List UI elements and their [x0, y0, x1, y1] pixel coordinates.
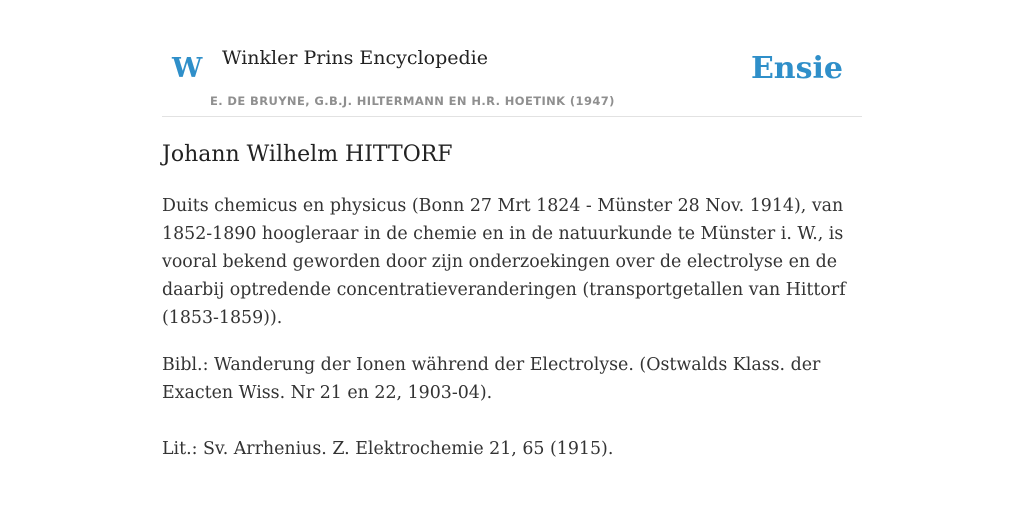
entry-title: Johann Wilhelm HITTORF — [162, 142, 453, 167]
ensie-logo-link[interactable]: Ensie — [750, 51, 843, 86]
source-title[interactable]: Winkler Prins Encyclopedie — [222, 47, 488, 69]
source-logo[interactable]: W — [172, 53, 203, 84]
entry-bibliography: Bibl.: Wanderung der Ionen während der Electrolyse. (Ostwalds Klass. der Exacten Wiss. Nr 21 en 22, 1903-04). — [162, 355, 821, 403]
encyclopedia-entry-card — [162, 0, 862, 512]
entry-description: Duits chemicus en physicus (Bonn 27 Mrt 1824 - Münster 28 Nov. 1914), van 1852-1890 hoogleraar in de chemie en in de natuurkunde te Münster i. W., is vooral bekend geworden door zijn onderzoekingen over de electrolyse en de daarbij optredende concentratieveranderingen (transportgetallen van Hittorf (1853-1859)). — [162, 196, 846, 328]
entry-header — [162, 0, 862, 117]
source-authors: E. DE BRUYNE, G.B.J. HILTERMANN EN H.R. HOETINK (1947) — [210, 94, 615, 108]
entry-literature: Lit.: Sv. Arrhenius. Z. Elektrochemie 21, 65 (1915). — [162, 439, 614, 459]
